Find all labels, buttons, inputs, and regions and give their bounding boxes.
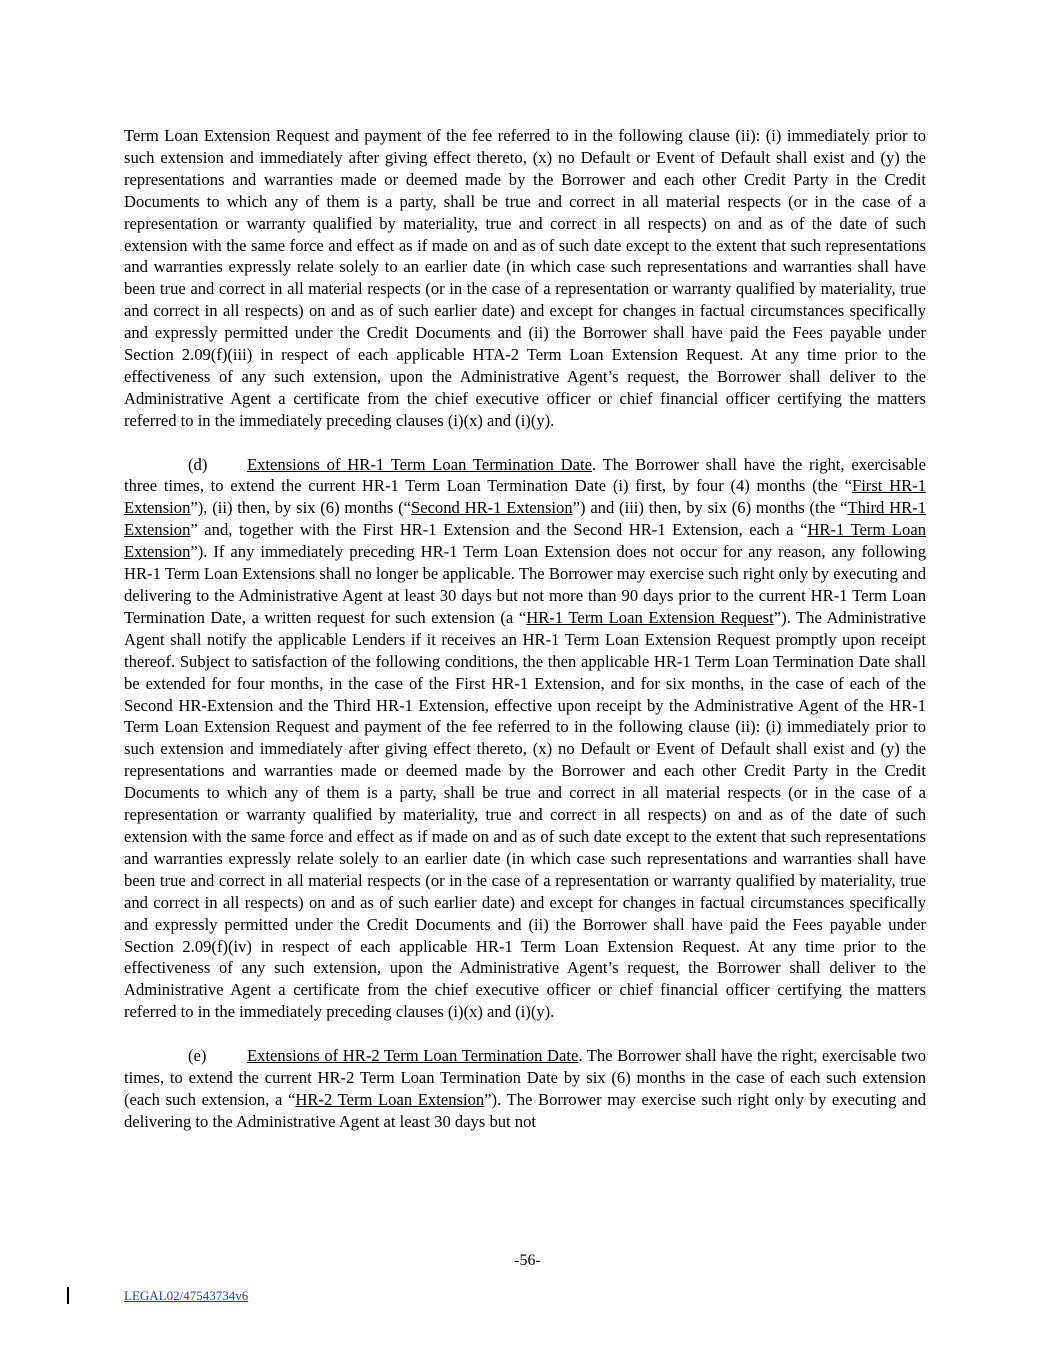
paragraph-e (124, 1045, 926, 1133)
clause-text: ”), (ii) then, by six (6) months (“ (190, 498, 411, 518)
clause-text: . The Borrower shall have the right, exercisable three times, to extend the current HR-1 Term Loan Termination Date (i) first, by four (4) months (the “ (124, 454, 926, 496)
paragraph-continuation: Term Loan Extension Request and payment of the fee referred to in the following clause (ii): (i) immediately prior to such extension and immediately after giving effect thereto, (x) no Default or Event of Default shall exist and (y) the representations and warranties made or deemed made by the Borrower and each other Credit Party in the Credit Documents to which any of them is a party, shall be true and correct in all material respects (or in the case of a representation or warranty qualified by materiality, true and correct in all respects) on and as of the date of such extension with the same force and effect as if made on and as of such date except to the extent that such representations and warranties expressly relate solely to an earlier date (in which case such representations and warranties shall have been true and correct in all material respects (or in the case of a representation or warranty qualified by materiality, true and correct in all respects) on and as of such earlier date) and except for changes in factual circumstances specifically and expressly permitted under the Credit Documents and (ii) the Borrower shall have paid the Fees payable under Section 2.09(f)(iii) in respect of each applicable HTA-2 Term Loan Extension Request. At any time prior to the effectiveness of any such extension, upon the Administrative Agent’s request, the Borrower shall deliver to the Administrative Agent a certificate from the chief executive officer or chief financial officer certifying the matters referred to in the immediately preceding clauses (i)(x) and (i)(y). (124, 126, 926, 430)
defined-term: Second HR-1 Extension (410, 498, 573, 518)
document-id-link[interactable]: LEGAL02/47543734v6 (124, 1288, 249, 1303)
clause-text: ”) and (iii) then, by six (6) months (the “ (572, 498, 848, 518)
page-number: -56- (514, 1252, 541, 1269)
clause-text: . The Borrower shall have the right, exercisable two times, to extend the current HR-2 Term Loan Termination Date by six (6) months in the case of each such extension (each such extension, a “ (124, 1046, 926, 1109)
clause-label-e: (e) (188, 1046, 207, 1066)
defined-term: Third HR-1 Extension (124, 498, 927, 540)
defined-term: First HR-1 Extension (124, 476, 926, 518)
clause-heading-e: Extensions of HR-2 Term Loan Termination Date (247, 1046, 579, 1066)
clause-text: ”). If any immediately preceding HR-1 Term Loan Extension does not occur for any reason, any following HR-1 Term Loan Extensions shall no longer be applicable. The Borrower may exercise such right only by executing and delivering to the Administrative Agent at least 30 days but not more than 90 days prior to the current HR-1 Term Loan Termination Date, a written request for such extension (a “ (124, 542, 926, 627)
body-text (124, 125, 926, 1155)
paragraph-d (124, 454, 926, 1024)
clause-text: ” and, together with the First HR-1 Extension and the Second HR-1 Extension, each a “ (190, 520, 808, 540)
clause-text: ”). The Administrative Agent shall notify the applicable Lenders if it receives an HR-1 Term Loan Extension Request promptly upon receipt thereof. Subject to satisfaction of the following conditions, the then applicable HR-1 Term Loan Termination Date shall be extended for four months, in the case of the First HR-1 Extension, and for six months, in the case of each of the Second HR-Extension and the Third HR-1 Extension, effective upon receipt by the Administrative Agent of the HR-1 Term Loan Extension Request and payment of the fee referred to in the following clause (ii): (i) immediately prior to such extension and immediately after giving effect thereto, (x) no Default or Event of Default shall exist and (y) the representations and warranties made or deemed made by the Borrower and each other Credit Party in the Credit Documents to which any of them is a party, shall be true and correct in all material respects (or in the case of a representation or warranty qualified by materiality, true and correct in all respects) on and as of the date of such extension with the same force and effect as if made on and as of such date except to the extent that such representations and warranties expressly relate solely to an earlier date (in which case such representations and warranties shall have been true and correct in all material respects (or in the case of a representation or warranty qualified by materiality, true and correct in all respects) on and as of such earlier date) and except for changes in factual circumstances specifically and expressly permitted under the Credit Documents and (ii) the Borrower shall have paid the Fees payable under Section 2.09(f)(iv) in respect of each applicable HR-1 Term Loan Extension Request. At any time prior to the effectiveness of any such extension, upon the Administrative Agent’s request, the Borrower shall deliver to the Administrative Agent a certificate from the chief executive officer or chief financial officer certifying the matters referred to in the immediately preceding clauses (i)(x) and (i)(y). (124, 607, 926, 1022)
clause-text: ”). The Borrower may exercise such right only by executing and delivering to the Administrative Agent at least 30 days but not (124, 1089, 927, 1131)
defined-term: HR-1 Term Loan Extension Request (526, 607, 774, 627)
clause-label-d: (d) (188, 454, 208, 474)
defined-term: HR-2 Term Loan Extension (295, 1089, 485, 1109)
defined-term: HR-1 Term Loan Extension (124, 520, 926, 562)
revision-bar (67, 1287, 69, 1304)
clause-heading-d: Extensions of HR-1 Term Loan Termination Date (247, 454, 592, 474)
